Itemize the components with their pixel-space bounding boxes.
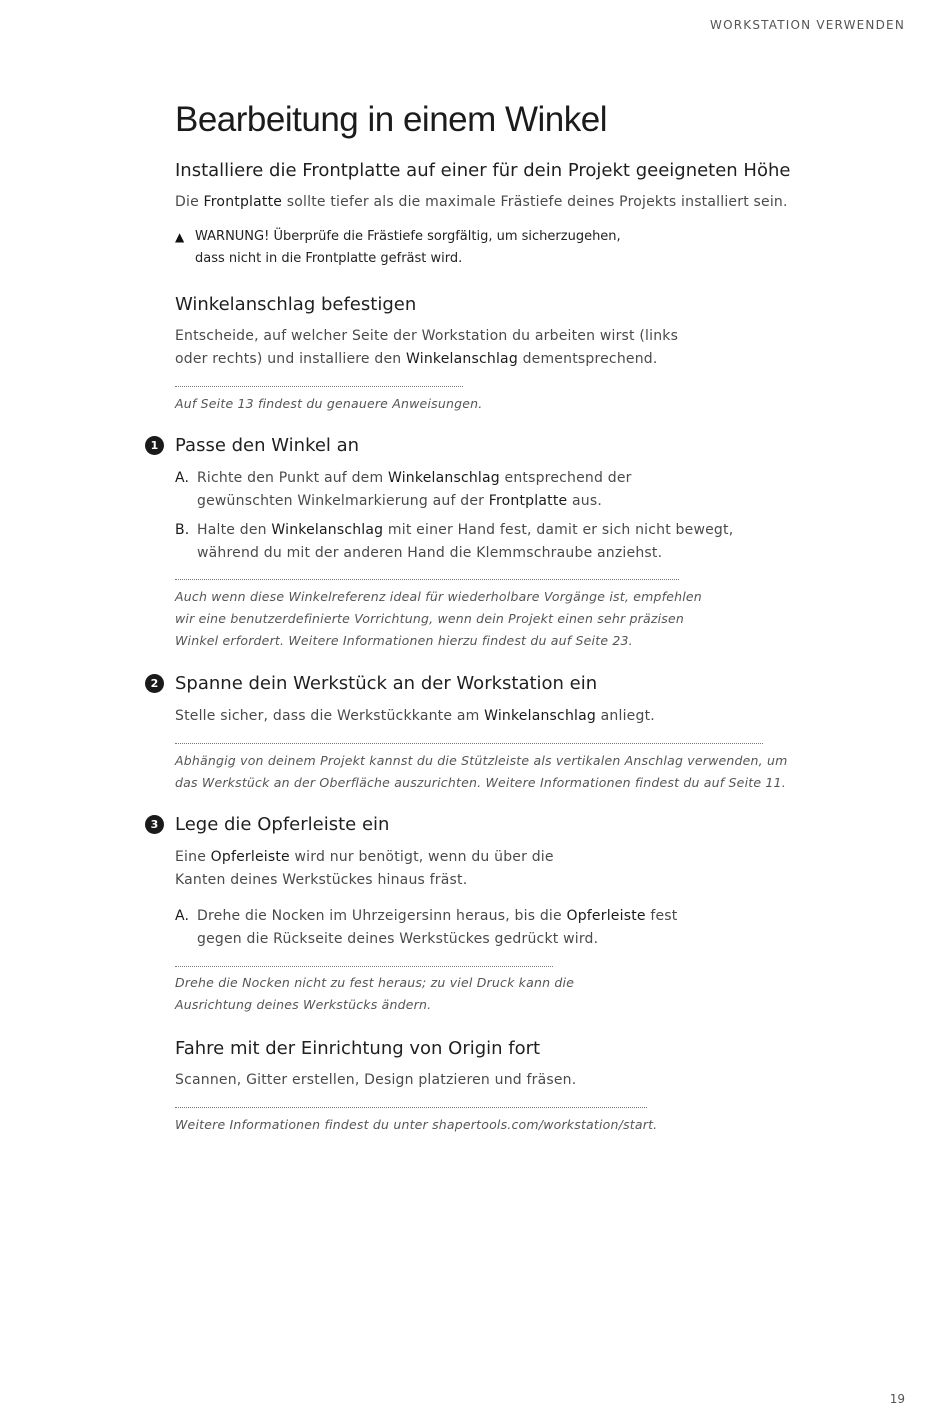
step-3: [175, 813, 389, 837]
term-winkelanschlag: Winkelanschlag: [387, 470, 500, 486]
list-marker: B.: [175, 522, 190, 538]
page-title: Bearbeitung in einem Winkel: [175, 100, 608, 139]
note-text: Winkel erfordert. Weitere Informationen hierzu findest du auf Seite 23.: [175, 633, 633, 648]
term-frontplatte: Frontplatte: [488, 492, 568, 509]
text: Eine: [175, 849, 211, 865]
step-3-paragraph: [175, 846, 554, 891]
step-1-item-a: [175, 467, 632, 512]
note-text: Auch wenn diese Winkelreferenz ideal für wiederholbare Vorgänge ist, empfehlen: [175, 589, 702, 604]
step-3-item-a: [175, 905, 677, 950]
note-text: das Werkstück an der Oberfläche auszurichten. Weitere Informationen findest du auf Seite 11.: [175, 775, 786, 790]
section-fence-paragraph: [175, 325, 678, 370]
step-1-heading: Passe den Winkel an: [175, 435, 360, 456]
section-fence: [175, 293, 416, 317]
step-2-note: [175, 750, 788, 794]
term-winkelanschlag: Winkelanschlag: [484, 708, 596, 724]
term-opferleiste: Opferleiste: [210, 849, 290, 865]
text: Stelle sicher, dass die Werkstückkante am: [175, 708, 485, 724]
term-winkelanschlag: Winkelanschlag: [406, 350, 518, 367]
note-rule: [175, 579, 679, 580]
step-3-note: [175, 972, 574, 1016]
text: oder rechts) und installiere den: [175, 350, 407, 367]
running-header: WORKSTATION VERWENDEN: [710, 18, 905, 32]
text: Drehe die Nocken im Uhrzeigersinn heraus, bis die: [197, 908, 567, 924]
text: Kanten deines Werkstückes hinaus fräst.: [175, 871, 468, 888]
warning-block: [175, 226, 621, 270]
warning-line-1: WARNUNG! Überprüfe die Frästiefe sorgfältig, um sicherzugehen,: [195, 229, 621, 244]
step-1-number: 1: [145, 436, 164, 455]
step-1-note: [175, 586, 702, 652]
step-2-number: 2: [145, 674, 164, 693]
text: sollte tiefer als die maximale Frästiefe deines Projekts installiert sein.: [282, 194, 788, 210]
term-frontplatte: Frontplatte: [203, 194, 283, 210]
note-rule: [175, 386, 463, 387]
text: gegen die Rückseite deines Werkstückes gedrückt wird.: [197, 930, 599, 947]
step-3-number: 3: [145, 815, 164, 834]
section-continue-note: [175, 1114, 657, 1136]
step-2: [175, 672, 597, 696]
text: Halte den: [197, 522, 272, 538]
section-continue-heading: Fahre mit der Einrichtung von Origin fort: [175, 1038, 541, 1059]
list-marker: A.: [175, 908, 190, 924]
note-rule: [175, 966, 553, 967]
text: entsprechend der: [499, 470, 632, 486]
note-text: Ausrichtung deines Werkstücks ändern.: [175, 997, 432, 1012]
term-opferleiste: Opferleiste: [566, 908, 646, 924]
note-text: Weitere Informationen findest du unter shapertools.com/workstation/start.: [175, 1117, 658, 1132]
step-1-item-b: [175, 519, 733, 564]
step-2-heading: Spanne dein Werkstück an der Workstation ein: [175, 673, 598, 694]
section-continue-paragraph: [175, 1069, 576, 1092]
note-text: Auf Seite 13 findest du genauere Anweisungen.: [175, 396, 483, 411]
list-marker: A.: [175, 470, 190, 486]
note-rule: [175, 1107, 647, 1108]
step-2-paragraph: [175, 705, 655, 728]
text: dementsprechend.: [517, 350, 658, 367]
step-3-heading: Lege die Opferleiste ein: [175, 814, 390, 835]
note-rule: [175, 743, 763, 744]
section-continue: [175, 1037, 540, 1061]
section-install-paragraph: [175, 191, 788, 214]
text: anliegt.: [595, 708, 655, 724]
warning-triangle-icon: ▲: [175, 230, 185, 244]
text: Scannen, Gitter erstellen, Design platzieren und fräsen.: [175, 1072, 577, 1088]
section-fence-heading: Winkelanschlag befestigen: [175, 294, 417, 315]
term-winkelanschlag: Winkelanschlag: [271, 522, 384, 538]
step-1: [175, 434, 359, 458]
page-number: 19: [889, 1392, 905, 1406]
note-text: Abhängig von deinem Projekt kannst du die Stützleiste als vertikalen Anschlag verwenden, um: [175, 753, 788, 768]
section-install-heading: Installiere die Frontplatte auf einer für dein Projekt geeigneten Höhe: [175, 160, 791, 181]
note-text: Drehe die Nocken nicht zu fest heraus; zu viel Druck kann die: [175, 975, 575, 990]
text: während du mit der anderen Hand die Klemmschraube anziehst.: [197, 544, 663, 561]
text: Richte den Punkt auf dem: [197, 470, 388, 486]
note-text: wir eine benutzerdefinierte Vorrichtung, wenn dein Projekt einen sehr präzisen: [175, 611, 684, 626]
section-fence-line-1: Entscheide, auf welcher Seite der Workstation du arbeiten wirst (links: [175, 328, 679, 344]
text: mit einer Hand fest, damit er sich nicht bewegt,: [383, 522, 734, 538]
text: wird nur benötigt, wenn du über die: [289, 849, 554, 865]
section-fence-note: [175, 393, 482, 415]
section-install: [175, 159, 790, 183]
text: gewünschten Winkelmarkierung auf der: [197, 492, 489, 509]
text: Die: [175, 194, 204, 210]
warning-line-2: dass nicht in die Frontplatte gefräst wird.: [195, 251, 463, 266]
text: aus.: [567, 492, 602, 509]
text: fest: [645, 908, 678, 924]
